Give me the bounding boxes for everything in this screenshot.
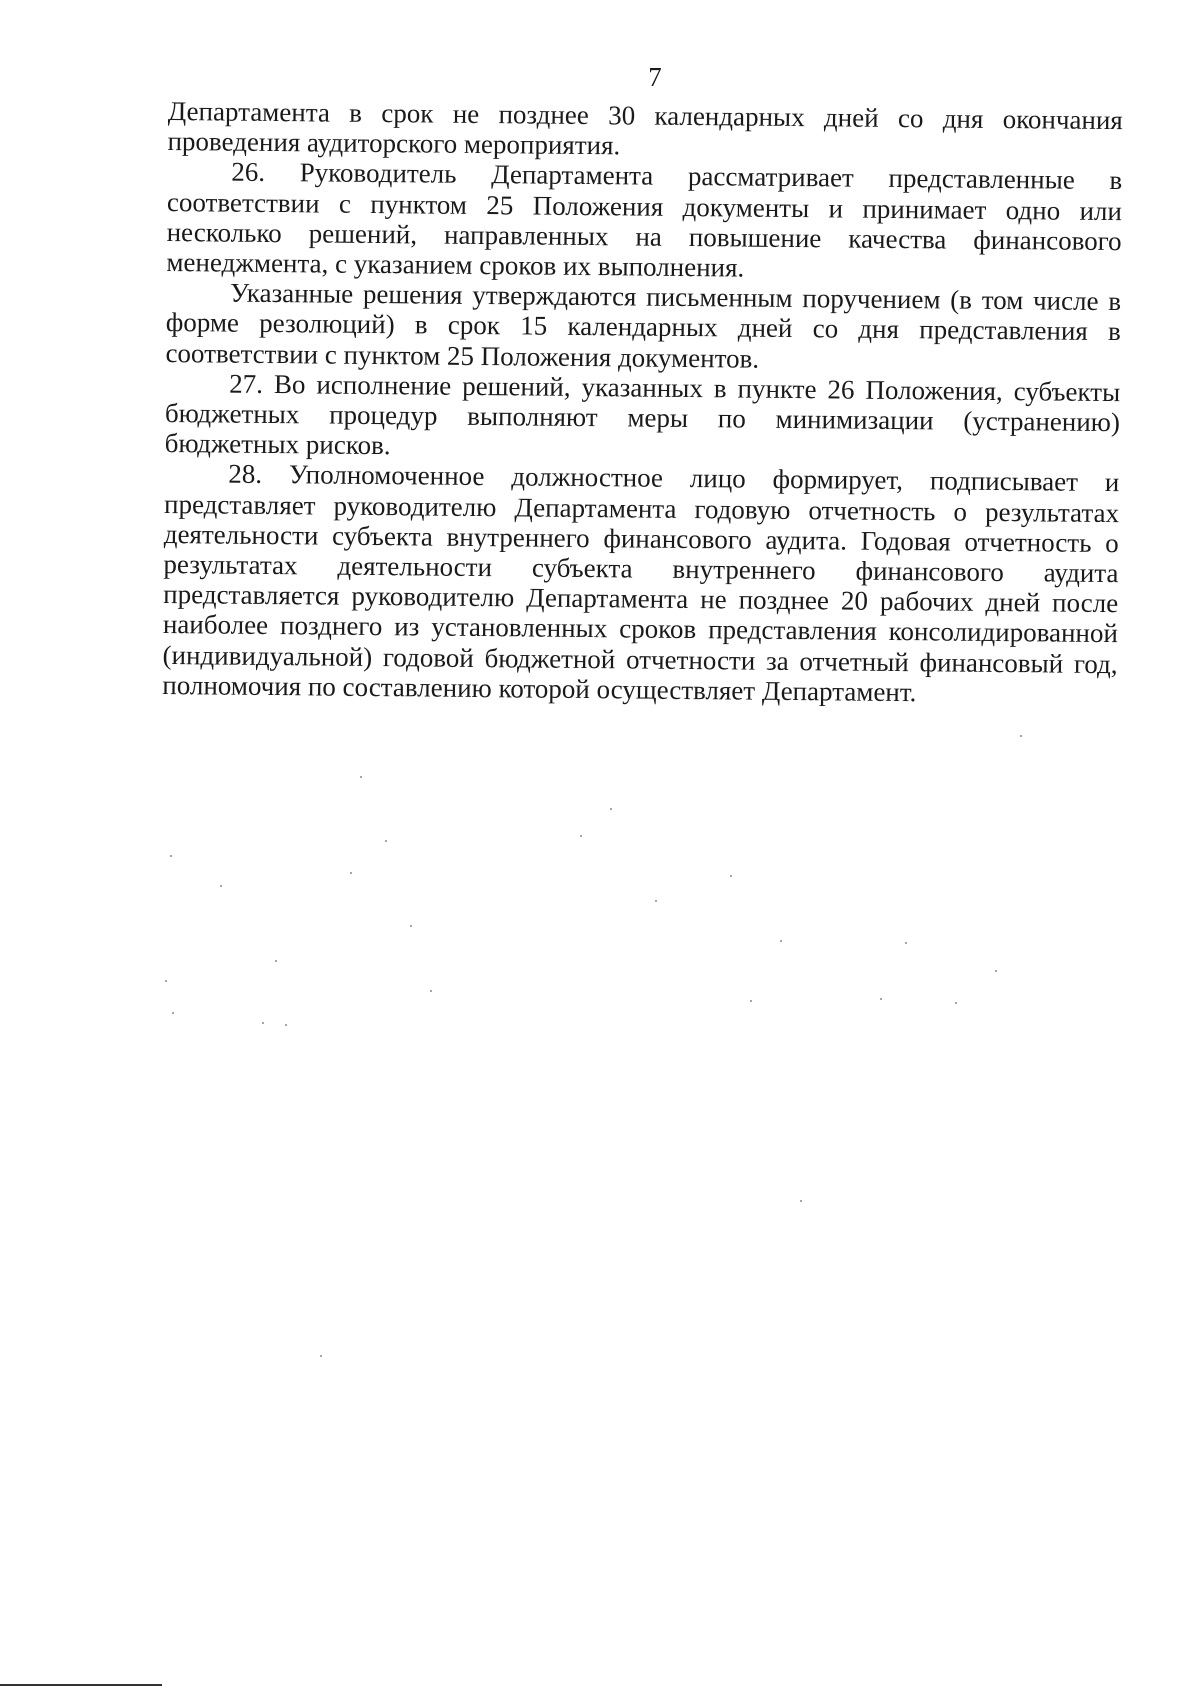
bottom-edge-line: [0, 1684, 162, 1686]
scan-speck: [880, 998, 882, 1000]
paragraph-decisions-approval: Указанные решения утверждаются письменным поручением (в том числе в форме резолюций) в срок 15 календарных дней со дня представления в соответствии с пунктом 25 Положения документов.: [165, 277, 1122, 374]
paragraph-item-27: 27. Во исполнение решений, указанных в пункте 26 Положения, субъекты бюджетных процедур выполняют меры по минимизации (устранению) бюджетных рисков.: [164, 368, 1121, 461]
scan-speck: [220, 885, 222, 887]
scan-speck: [275, 960, 277, 962]
scan-speck: [800, 1200, 802, 1202]
paragraph-item-28: 28. Уполномоченное должностное лицо формирует, подписывает и представляет руководителю Департамента годовую отчетность о результатах деятельности субъекта внутреннего финансового аудита. Годовая отчетность о результатах деятельности субъекта внутреннего финансового аудита представляется руководителю Департамента не позднее 20 рабочих дней после наиболее позднего из установленных сроков представления консолидированной (индивидуальной) годовой бюджетной отчетности за отчетный финансовый год, полномочия по составлению которой осуществляет Департамент.: [162, 459, 1120, 708]
scan-speck: [610, 808, 612, 810]
scan-speck: [410, 925, 412, 927]
scan-speck: [350, 872, 352, 874]
paragraph-continuation: Департамента в срок не позднее 30 календарных дней со дня окончания проведения аудиторского мероприятия.: [167, 96, 1123, 161]
scan-speck: [172, 1012, 174, 1014]
page-number: 7: [648, 62, 662, 92]
scan-speck: [730, 875, 732, 877]
scan-speck: [955, 1002, 957, 1004]
scan-speck: [780, 940, 782, 942]
scan-speck: [1020, 735, 1022, 737]
scan-speck: [285, 1024, 287, 1026]
scan-speck: [580, 835, 582, 837]
scan-speck: [750, 1000, 752, 1002]
scan-speck: [385, 840, 387, 842]
scan-speck: [905, 942, 907, 944]
scan-speck: [262, 1022, 264, 1024]
scan-speck: [655, 900, 657, 902]
scan-speck: [995, 970, 997, 972]
paragraph-item-26: 26. Руководитель Департамента рассматривает представленные в соответствии с пунктом 25 Положения документы и принимает одно или несколько решений, направленных на повышение качества финансового менеджмента, с указанием сроков их выполнения.: [166, 157, 1123, 283]
scan-speck: [320, 1355, 322, 1357]
scan-speck: [430, 990, 432, 992]
scan-speck: [170, 855, 172, 857]
scan-speck: [165, 980, 167, 982]
scan-speck: [360, 776, 362, 778]
document-body: [162, 96, 1123, 709]
